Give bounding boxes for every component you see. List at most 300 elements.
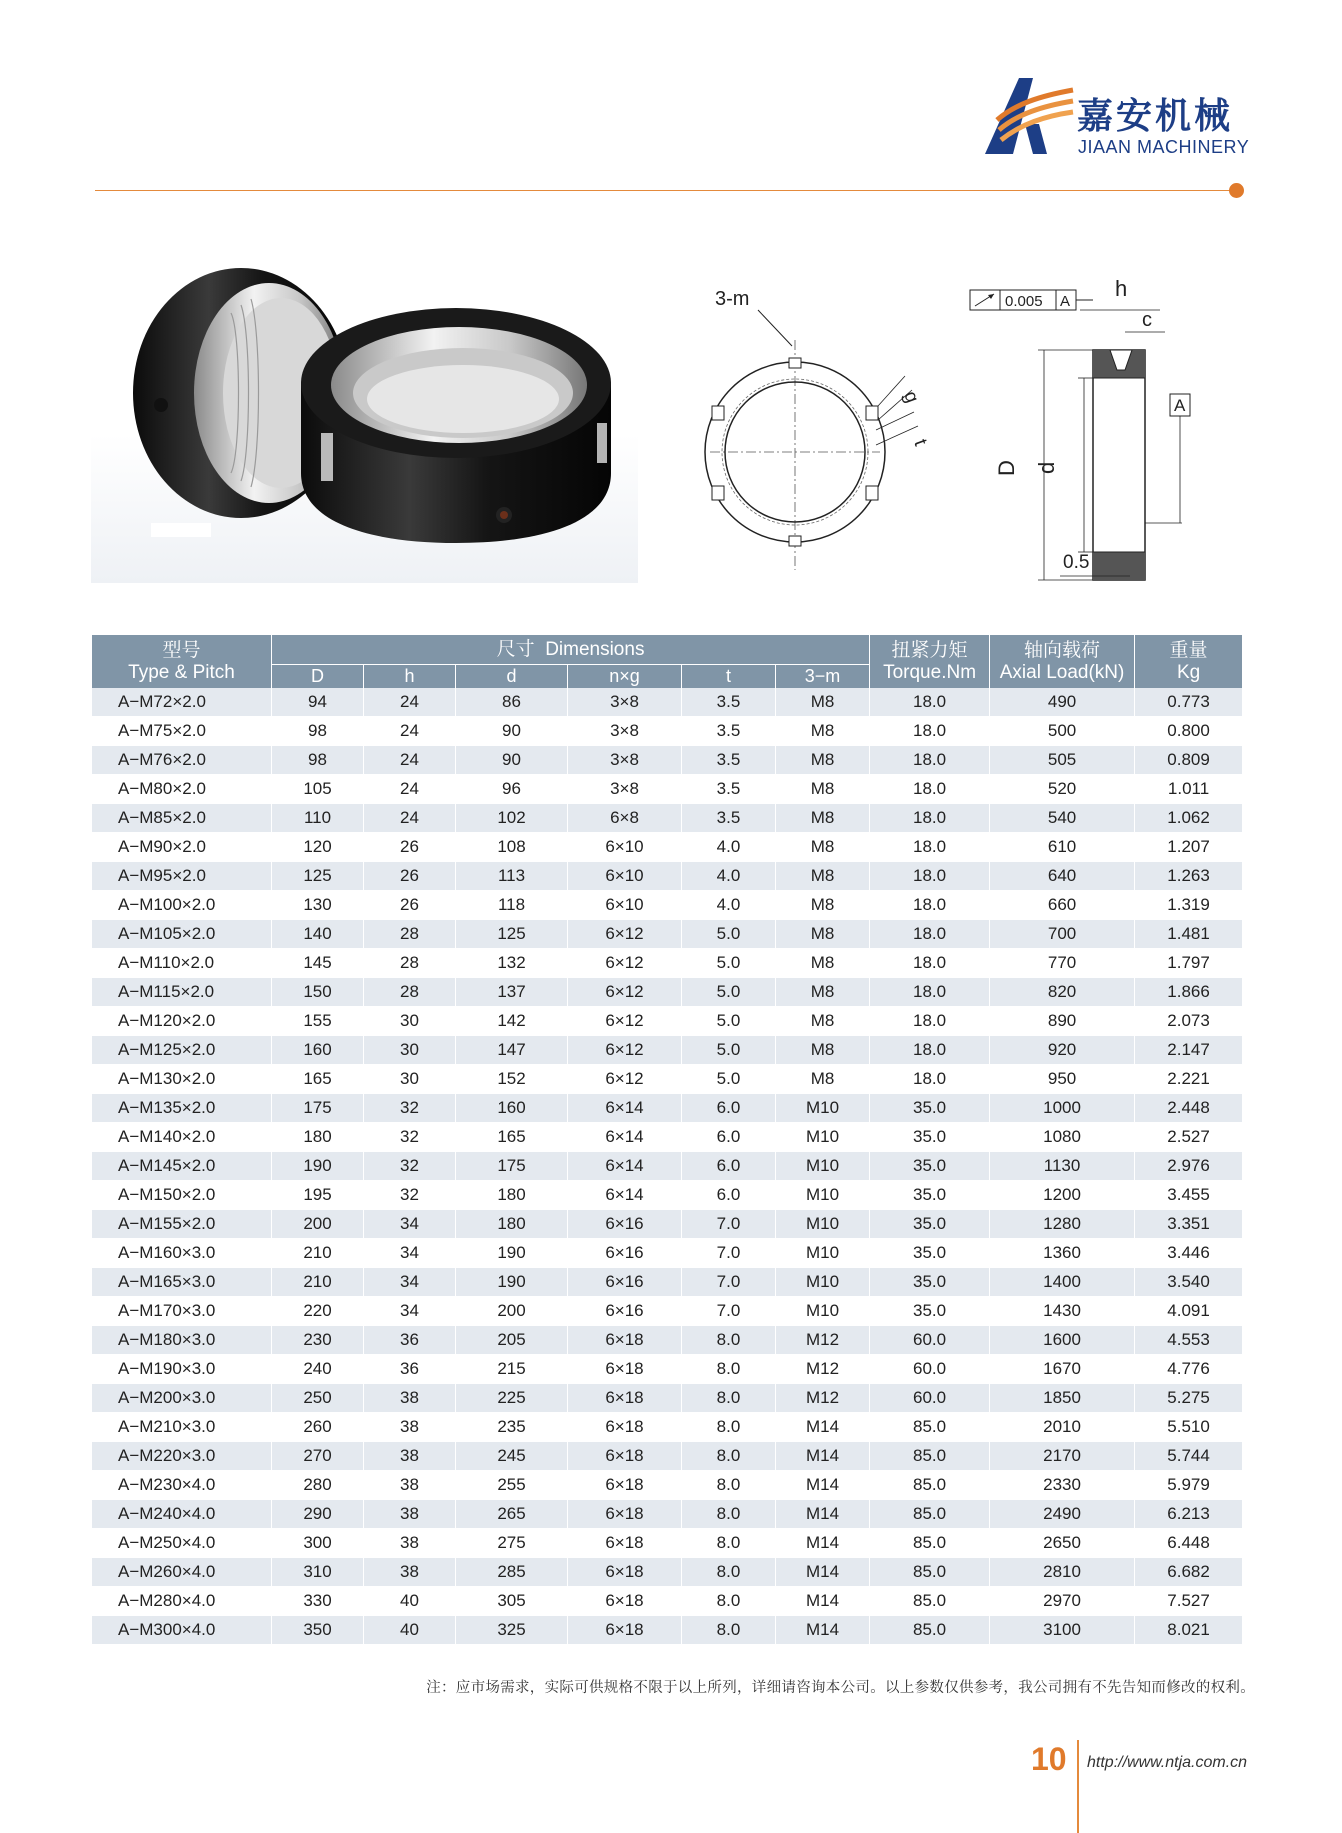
table-cell: 1.011 [1135,775,1243,804]
table-cell: 8.0 [682,1384,776,1413]
table-cell: 300 [272,1529,364,1558]
label-D: D [994,460,1019,476]
table-cell: 118 [456,891,568,920]
table-cell: 7.527 [1135,1587,1243,1616]
table-row [92,1297,1243,1326]
table-cell: 5.0 [682,1065,776,1094]
table-cell: 195 [272,1181,364,1210]
table-cell: 660 [990,891,1135,920]
table-cell: 38 [364,1529,456,1558]
table-cell: 190 [456,1268,568,1297]
table-cell: 8.021 [1135,1616,1243,1645]
table-cell: 152 [456,1065,568,1094]
table-cell: 3.5 [682,688,776,717]
product-photo [91,253,638,583]
table-cell: 270 [272,1442,364,1471]
table-cell: 2.147 [1135,1036,1243,1065]
table-cell: M8 [776,891,870,920]
table-cell: 255 [456,1471,568,1500]
table-cell: 240 [272,1355,364,1384]
table-cell: 285 [456,1558,568,1587]
table-cell: A−M170×3.0 [92,1297,272,1326]
table-cell: 18.0 [870,746,990,775]
table-cell: 38 [364,1413,456,1442]
table-cell: M10 [776,1181,870,1210]
table-cell: M10 [776,1297,870,1326]
table-cell: 1080 [990,1123,1135,1152]
table-cell: 6.213 [1135,1500,1243,1529]
header-t: t [682,665,776,689]
table-cell: 1.481 [1135,920,1243,949]
table-cell: A−M140×2.0 [92,1123,272,1152]
header-weight: 重量 Kg [1135,635,1243,688]
table-cell: A−M230×4.0 [92,1471,272,1500]
table-cell: 24 [364,804,456,833]
table-cell: 165 [456,1123,568,1152]
table-cell: 700 [990,920,1135,949]
table-cell: 38 [364,1442,456,1471]
table-cell: 4.0 [682,833,776,862]
brand-name-cn: 嘉安机械 [1077,96,1234,137]
table-cell: 2170 [990,1442,1135,1471]
table-cell: 4.776 [1135,1355,1243,1384]
table-cell: 890 [990,1007,1135,1036]
table-cell: M8 [776,1007,870,1036]
table-cell: 90 [456,717,568,746]
table-cell: 275 [456,1529,568,1558]
table-cell: 125 [272,862,364,891]
table-cell: 250 [272,1384,364,1413]
table-cell: 180 [456,1210,568,1239]
table-cell: A−M210×3.0 [92,1413,272,1442]
table-cell: 18.0 [870,1036,990,1065]
company-logo [985,74,1255,157]
table-cell: 2.448 [1135,1094,1243,1123]
table-cell: 6×18 [568,1500,682,1529]
table-cell: 230 [272,1326,364,1355]
table-cell: 36 [364,1326,456,1355]
table-cell: 125 [456,920,568,949]
table-cell: A−M75×2.0 [92,717,272,746]
table-cell: 1.263 [1135,862,1243,891]
table-cell: 180 [456,1181,568,1210]
table-cell: A−M85×2.0 [92,804,272,833]
table-cell: M14 [776,1616,870,1645]
table-cell: M10 [776,1094,870,1123]
brand-name-en: JIAAN MACHINERY [1078,137,1250,157]
table-cell: M8 [776,804,870,833]
front-view-drawing [690,280,970,600]
table-cell: 3×8 [568,688,682,717]
table-cell: 1400 [990,1268,1135,1297]
header-nxg: n×g [568,665,682,689]
table-cell: A−M155×2.0 [92,1210,272,1239]
table-row [92,775,1243,804]
table-cell: M14 [776,1558,870,1587]
table-cell: 18.0 [870,978,990,1007]
table-cell: A−M145×2.0 [92,1152,272,1181]
table-cell: 3.351 [1135,1210,1243,1239]
table-cell: 8.0 [682,1442,776,1471]
table-cell: 5.275 [1135,1384,1243,1413]
table-cell: 8.0 [682,1529,776,1558]
table-cell: 60.0 [870,1384,990,1413]
footnote: 注：应市场需求，实际可供规格不限于以上所列，详细请咨询本公司。以上参数仅供参考，我公司拥有不先告知而修改的权利。 [426,1680,1255,1696]
table-cell: 35.0 [870,1152,990,1181]
table-cell: 5.744 [1135,1442,1243,1471]
table-cell: 4.553 [1135,1326,1243,1355]
table-cell: M14 [776,1500,870,1529]
table-cell: 490 [990,688,1135,717]
table-cell: 5.0 [682,949,776,978]
table-cell: 6×16 [568,1268,682,1297]
table-cell: 2330 [990,1471,1135,1500]
table-cell: 26 [364,862,456,891]
table-cell: 60.0 [870,1326,990,1355]
header-d: d [456,665,568,689]
table-cell: 2.976 [1135,1152,1243,1181]
table-cell: 90 [456,746,568,775]
header-h: h [364,665,456,689]
header-divider-dot [1229,183,1244,198]
table-cell: 4.0 [682,862,776,891]
table-cell: 160 [272,1036,364,1065]
table-cell: A−M240×4.0 [92,1500,272,1529]
table-cell: 8.0 [682,1471,776,1500]
table-cell: 60.0 [870,1355,990,1384]
label-0-5: 0.5 [1063,552,1090,573]
table-cell: M12 [776,1326,870,1355]
table-cell: 1.207 [1135,833,1243,862]
table-cell: M8 [776,1065,870,1094]
table-cell: 3.5 [682,804,776,833]
table-cell: 540 [990,804,1135,833]
table-row [92,891,1243,920]
table-cell: 920 [990,1036,1135,1065]
table-cell: 38 [364,1471,456,1500]
label-3m: 3-m [715,288,750,310]
table-cell: 5.979 [1135,1471,1243,1500]
table-cell: 3×8 [568,717,682,746]
table-cell: 30 [364,1065,456,1094]
table-cell: 85.0 [870,1413,990,1442]
table-cell: A−M280×4.0 [92,1587,272,1616]
table-cell: 1.319 [1135,891,1243,920]
table-row [92,717,1243,746]
table-cell: 85.0 [870,1529,990,1558]
table-cell: 40 [364,1616,456,1645]
table-cell: 18.0 [870,688,990,717]
header-dimensions: 尺寸 Dimensions [272,635,870,665]
table-cell: 147 [456,1036,568,1065]
website-url: http://www.ntja.com.cn [1087,1754,1248,1771]
table-row [92,949,1243,978]
table-cell: 140 [272,920,364,949]
table-row [92,1413,1243,1442]
table-cell: 2.221 [1135,1065,1243,1094]
table-cell: 190 [272,1152,364,1181]
table-cell: 8.0 [682,1326,776,1355]
header-type: 型号 Type & Pitch [92,635,272,688]
table-cell: M8 [776,949,870,978]
table-cell: 6×14 [568,1152,682,1181]
table-cell: M12 [776,1384,870,1413]
table-cell: 6×18 [568,1587,682,1616]
table-cell: 86 [456,688,568,717]
label-d: d [1034,461,1059,474]
tolerance-value: 0.005 [1005,293,1043,310]
table-cell: 113 [456,862,568,891]
table-cell: 35.0 [870,1239,990,1268]
table-cell: 6×18 [568,1413,682,1442]
table-cell: 8.0 [682,1355,776,1384]
table-cell: 210 [272,1239,364,1268]
table-cell: 1360 [990,1239,1135,1268]
table-cell: 38 [364,1500,456,1529]
table-cell: 30 [364,1007,456,1036]
spec-table [91,635,1243,1645]
table-cell: A−M200×3.0 [92,1384,272,1413]
table-cell: A−M180×3.0 [92,1326,272,1355]
table-cell: 132 [456,949,568,978]
table-cell: A−M165×3.0 [92,1268,272,1297]
table-cell: M10 [776,1268,870,1297]
table-cell: 18.0 [870,949,990,978]
table-cell: 38 [364,1558,456,1587]
table-row [92,1065,1243,1094]
table-cell: 35.0 [870,1297,990,1326]
table-cell: 1280 [990,1210,1135,1239]
table-cell: 85.0 [870,1558,990,1587]
table-cell: 0.800 [1135,717,1243,746]
table-row [92,1442,1243,1471]
header-divider [95,190,1231,191]
table-row [92,1123,1243,1152]
table-cell: 215 [456,1355,568,1384]
table-cell: 35.0 [870,1123,990,1152]
table-cell: M8 [776,746,870,775]
table-cell: 8.0 [682,1500,776,1529]
table-cell: 6×12 [568,1007,682,1036]
table-cell: 30 [364,1036,456,1065]
table-cell: 120 [272,833,364,862]
table-cell: A−M130×2.0 [92,1065,272,1094]
table-cell: 950 [990,1065,1135,1094]
spec-table-body [92,688,1243,1645]
table-cell: 6×12 [568,978,682,1007]
table-cell: M14 [776,1529,870,1558]
table-cell: 96 [456,775,568,804]
table-cell: A−M72×2.0 [92,688,272,717]
table-cell: 150 [272,978,364,1007]
table-cell: M14 [776,1413,870,1442]
table-cell: 235 [456,1413,568,1442]
table-row [92,1471,1243,1500]
table-cell: 500 [990,717,1135,746]
table-cell: 165 [272,1065,364,1094]
table-cell: 36 [364,1355,456,1384]
table-cell: A−M105×2.0 [92,920,272,949]
table-cell: 6×14 [568,1181,682,1210]
table-cell: 18.0 [870,1007,990,1036]
table-cell: 325 [456,1616,568,1645]
table-cell: 110 [272,804,364,833]
table-cell: 6×8 [568,804,682,833]
table-cell: A−M76×2.0 [92,746,272,775]
table-cell: 2490 [990,1500,1135,1529]
table-cell: 3.5 [682,717,776,746]
table-cell: 85.0 [870,1616,990,1645]
table-cell: 6×12 [568,1036,682,1065]
table-row [92,1268,1243,1297]
table-cell: 18.0 [870,1065,990,1094]
table-cell: 4.0 [682,891,776,920]
table-cell: M8 [776,717,870,746]
table-cell: A−M300×4.0 [92,1616,272,1645]
table-row [92,1181,1243,1210]
table-cell: 32 [364,1123,456,1152]
table-cell: 6.682 [1135,1558,1243,1587]
table-cell: 6×16 [568,1297,682,1326]
table-cell: 290 [272,1500,364,1529]
table-cell: 205 [456,1326,568,1355]
table-cell: 1130 [990,1152,1135,1181]
table-row [92,1384,1243,1413]
table-cell: A−M100×2.0 [92,891,272,920]
table-row [92,1239,1243,1268]
table-cell: 6×16 [568,1239,682,1268]
table-cell: 6×18 [568,1384,682,1413]
table-cell: A−M115×2.0 [92,978,272,1007]
table-cell: 0.773 [1135,688,1243,717]
table-cell: 190 [456,1239,568,1268]
table-cell: 85.0 [870,1587,990,1616]
table-cell: 175 [272,1094,364,1123]
table-cell: 210 [272,1268,364,1297]
logo-mark-icon [985,74,1075,156]
table-cell: 6×12 [568,920,682,949]
table-cell: A−M150×2.0 [92,1181,272,1210]
table-cell: 155 [272,1007,364,1036]
table-cell: 85.0 [870,1442,990,1471]
table-cell: 305 [456,1587,568,1616]
tolerance-datum: A [1060,293,1071,310]
table-cell: 24 [364,775,456,804]
header-3m: 3−m [776,665,870,689]
table-cell: 6×12 [568,949,682,978]
label-g: g [899,388,923,406]
table-cell: 200 [456,1297,568,1326]
table-row [92,920,1243,949]
table-cell: M10 [776,1152,870,1181]
table-cell: 18.0 [870,717,990,746]
table-cell: 6×18 [568,1326,682,1355]
table-cell: 105 [272,775,364,804]
table-cell: 2010 [990,1413,1135,1442]
table-cell: 6×10 [568,862,682,891]
table-cell: 35.0 [870,1094,990,1123]
table-cell: 5.0 [682,978,776,1007]
table-row [92,862,1243,891]
table-cell: 820 [990,978,1135,1007]
table-cell: 3.455 [1135,1181,1243,1210]
table-cell: 1.866 [1135,978,1243,1007]
table-cell: 350 [272,1616,364,1645]
page-number: 10 [1031,1741,1067,1777]
table-cell: 6×14 [568,1123,682,1152]
table-cell: 5.0 [682,920,776,949]
table-cell: A−M90×2.0 [92,833,272,862]
footer-divider [1077,1740,1079,1833]
table-cell: A−M250×4.0 [92,1529,272,1558]
table-cell: 18.0 [870,833,990,862]
table-cell: 175 [456,1152,568,1181]
table-cell: 1.797 [1135,949,1243,978]
table-cell: 98 [272,746,364,775]
table-row [92,1558,1243,1587]
table-cell: 3.5 [682,746,776,775]
table-cell: 108 [456,833,568,862]
table-row [92,688,1243,717]
table-cell: 34 [364,1297,456,1326]
table-cell: 2650 [990,1529,1135,1558]
table-cell: M8 [776,1036,870,1065]
table-cell: 280 [272,1471,364,1500]
table-cell: 4.091 [1135,1297,1243,1326]
table-cell: 310 [272,1558,364,1587]
table-cell: 2.073 [1135,1007,1243,1036]
table-cell: 200 [272,1210,364,1239]
table-cell: 1.062 [1135,804,1243,833]
table-cell: 6.0 [682,1094,776,1123]
table-cell: 6.0 [682,1123,776,1152]
table-cell: 18.0 [870,920,990,949]
table-cell: 770 [990,949,1135,978]
table-cell: 7.0 [682,1210,776,1239]
table-cell: 7.0 [682,1268,776,1297]
table-cell: A−M120×2.0 [92,1007,272,1036]
table-cell: 2970 [990,1587,1135,1616]
table-cell: 640 [990,862,1135,891]
table-cell: 8.0 [682,1558,776,1587]
table-cell: 28 [364,978,456,1007]
table-row [92,1210,1243,1239]
side-view-drawing [960,278,1200,588]
table-cell: A−M80×2.0 [92,775,272,804]
table-row [92,746,1243,775]
table-cell: 24 [364,717,456,746]
table-cell: 85.0 [870,1471,990,1500]
table-cell: 94 [272,688,364,717]
table-cell: 6×18 [568,1616,682,1645]
table-cell: 5.0 [682,1036,776,1065]
table-cell: 265 [456,1500,568,1529]
table-cell: 35.0 [870,1210,990,1239]
table-cell: 35.0 [870,1181,990,1210]
table-cell: 18.0 [870,775,990,804]
table-cell: 5.0 [682,1007,776,1036]
table-cell: 3×8 [568,775,682,804]
table-cell: A−M190×3.0 [92,1355,272,1384]
table-cell: M12 [776,1355,870,1384]
table-cell: 32 [364,1152,456,1181]
table-cell: 260 [272,1413,364,1442]
table-cell: M8 [776,862,870,891]
table-cell: 34 [364,1268,456,1297]
table-cell: 2.527 [1135,1123,1243,1152]
table-cell: 34 [364,1210,456,1239]
label-c: c [1142,309,1152,331]
